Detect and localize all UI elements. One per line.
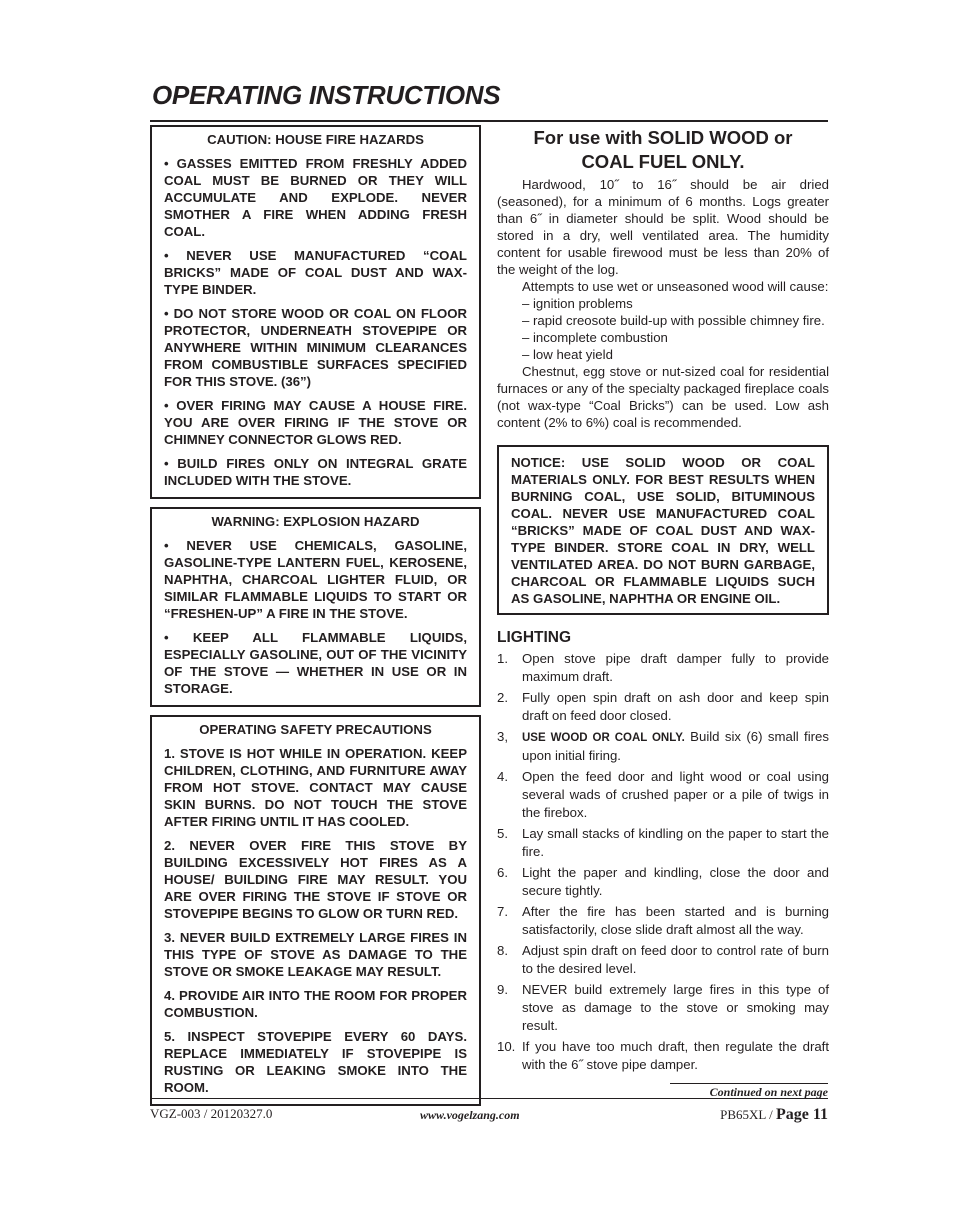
notice-box: NOTICE: USE SOLID WOOD OR COAL MATERIALS ONLY. FOR BEST RESULTS WHEN BURNING COAL, USE SOLID, BITUMINOUS COAL. NEVER USE MANUFACTURED COAL “BRICKS” MADE OF COAL DUST AND WAX-TYPE BINDER. STORE COAL IN DRY, WELL VENTILATED AREA. DO NOT BURN GARBAGE, CHARCOAL OR FLAMMABLE LIQUIDS SUCH AS GASOLINE, NAPHTHA OR ENGINE OIL. [497, 445, 829, 615]
step-number: 10. [497, 1039, 516, 1054]
safety-item: 4. PROVIDE AIR INTO THE ROOM FOR PROPER COMBUSTION. [164, 988, 467, 1020]
warning-title: WARNING: EXPLOSION HAZARD [211, 514, 420, 529]
fuel-heading [497, 126, 829, 174]
caution-item: • OVER FIRING MAY CAUSE A HOUSE FIRE. YOU ARE OVER FIRING IF THE STOVE OR CHIMNEY CONNECTOR GLOWS RED. [164, 398, 467, 447]
safety-title: OPERATING SAFETY PRECAUTIONS [199, 722, 432, 737]
continued-note: Continued on next page [670, 1083, 828, 1100]
warning-item: • KEEP ALL FLAMMABLE LIQUIDS, ESPECIALLY GASOLINE, OUT OF THE VICINITY OF THE STOVE — WHETHER IN USE OR IN STORAGE. [164, 630, 467, 696]
causes-list [497, 295, 829, 363]
step-text: Open stove pipe draft damper fully to provide maximum draft. [522, 651, 829, 684]
fuel-paragraph: Attempts to use wet or unseasoned wood will cause: [522, 279, 829, 294]
safety-item: 1. STOVE IS HOT WHILE IN OPERATION. KEEP CHILDREN, CLOTHING, AND FURNITURE AWAY FROM HOT STOVE. CONTACT MAY CAUSE SKIN BURNS. DO NOT TOUCH THE STOVE AFTER FIRING UNTIL IT HAS COOLED. [164, 746, 467, 829]
footer-rule [150, 1098, 828, 1099]
safety-item: 3. NEVER BUILD EXTREMELY LARGE FIRES IN THIS TYPE OF STOVE AS DAMAGE TO THE STOVE OR SMOKE LEAKAGE MAY RESULT. [164, 930, 467, 979]
page-title: OPERATING INSTRUCTIONS [152, 80, 501, 110]
footer-page-info [720, 1106, 828, 1124]
list-item [497, 728, 829, 765]
step-text: If you have too much draft, then regulate the draft with the 6˝ stove pipe damper. [522, 1039, 829, 1072]
step-text: Fully open spin draft on ash door and keep spin draft on feed door closed. [522, 690, 829, 723]
caution-box [150, 125, 481, 499]
safety-box [150, 715, 481, 1106]
caution-item: • BUILD FIRES ONLY ON INTEGRAL GRATE INCLUDED WITH THE STOVE. [164, 456, 467, 488]
step-number: 6. [497, 865, 508, 880]
fuel-heading-line: For use with SOLID WOOD or [533, 127, 793, 148]
step-text: Build six (6) small fires upon initial firing. [522, 729, 829, 763]
step-number: 4. [497, 769, 508, 784]
list-item [497, 903, 829, 939]
safety-item: 2. NEVER OVER FIRE THIS STOVE BY BUILDING EXCESSIVELY HOT FIRES AS A HOUSE/ BUILDING FIRE MAY RESULT. YOU ARE OVER FIRING THE STOVE IF STOVE OR STOVEPIPE BEGINS TO GLOW OR TURN RED. [164, 838, 467, 921]
warning-item: • NEVER USE CHEMICALS, GASOLINE, GASOLINE-TYPE LANTERN FUEL, KEROSENE, NAPHTHA, CHARCOAL LIGHTER FLUID, OR SIMILAR FLAMMABLE LIQUIDS TO START OR “FRESHEN-UP” A FIRE IN THE STOVE. [164, 538, 467, 621]
page-number: Page 11 [776, 1106, 828, 1123]
step-text: Open the feed door and light wood or coal using several wads of crushed paper or a pile of twigs in the firebox. [522, 769, 829, 820]
header-rule [150, 120, 828, 122]
step-number: 8. [497, 943, 508, 958]
step-number: 2. [497, 690, 508, 705]
step-number: 9. [497, 982, 508, 997]
fuel-heading-line: COAL FUEL ONLY. [581, 151, 745, 172]
fuel-paragraph: Hardwood, 10˝ to 16˝ should be air dried (seasoned), for a minimum of 6 months. Logs greater than 6˝ in diameter should be split. Wood should be stored in a dry, well ventilated area. The humidity content for usable firewood must be less than 20% of the weight of the log. [497, 177, 829, 277]
footer-doc-code: VGZ-003 / 20120327.0 [150, 1106, 273, 1121]
list-item [497, 650, 829, 686]
caution-item: • NEVER USE MANUFACTURED “COAL BRICKS” MADE OF COAL DUST AND WAX-TYPE BINDER. [164, 248, 467, 297]
list-item [497, 768, 829, 822]
safety-item: 5. INSPECT STOVEPIPE EVERY 60 DAYS. REPLACE IMMEDIATELY IF STOVEPIPE IS RUSTING OR LEAKING SMOKE INTO THE ROOM. [164, 1029, 467, 1095]
list-item [497, 689, 829, 725]
lighting-heading: LIGHTING [497, 629, 572, 646]
step-text: After the fire has been started and is burning satisfactorily, close slide draft almost all the way. [522, 904, 829, 937]
footer-model: PB65XL / [720, 1107, 776, 1122]
step-text: NEVER build extremely large fires in this type of stove as damage to the stove or smoking may result. [522, 982, 829, 1033]
list-item [497, 864, 829, 900]
step-text: Light the paper and kindling, close the door and secure tightly. [522, 865, 829, 898]
caution-item: • DO NOT STORE WOOD OR COAL ON FLOOR PROTECTOR, UNDERNEATH STOVEPIPE OR ANYWHERE WITHIN MINIMUM CLEARANCES FROM COMBUSTIBLE SURFACES SPECIFIED FOR THIS STOVE. (36”) [164, 306, 467, 389]
step-text: Adjust spin draft on feed door to control rate of burn to the desired level. [522, 943, 829, 976]
fuel-paragraph: Chestnut, egg stove or nut-sized coal for residential furnaces or any of the specialty packaged fireplace coals (not wax-type “Coal Bricks”) can be used. Low ash content (2% to 6%) coal is recommended. [497, 364, 829, 430]
left-column [150, 125, 481, 1114]
list-item [497, 825, 829, 861]
list-item: – incomplete combustion [522, 330, 668, 345]
step-emphasis: USE WOOD OR COAL ONLY. [522, 732, 685, 744]
step-number: 7. [497, 904, 508, 919]
right-column [497, 126, 829, 1077]
step-text: Lay small stacks of kindling on the paper to start the fire. [522, 826, 829, 859]
list-item [497, 942, 829, 978]
lighting-steps [497, 650, 829, 1074]
step-number: 1. [497, 651, 508, 666]
warning-box [150, 507, 481, 707]
list-item [497, 1038, 829, 1074]
list-item [497, 981, 829, 1035]
step-number: 5. [497, 826, 508, 841]
step-number: 3, [497, 729, 508, 744]
caution-title: CAUTION: HOUSE FIRE HAZARDS [207, 132, 424, 147]
list-item: – ignition problems [522, 296, 633, 311]
list-item: – low heat yield [522, 347, 613, 362]
caution-item: • GASSES EMITTED FROM FRESHLY ADDED COAL MUST BE BURNED OR THEY WILL ACCUMULATE AND EXPLODE. NEVER SMOTHER A FIRE WHEN ADDING FRESH COAL. [164, 156, 467, 239]
list-item: – rapid creosote build-up with possible chimney fire. [522, 313, 825, 328]
footer-website: www.vogelzang.com [420, 1108, 520, 1122]
